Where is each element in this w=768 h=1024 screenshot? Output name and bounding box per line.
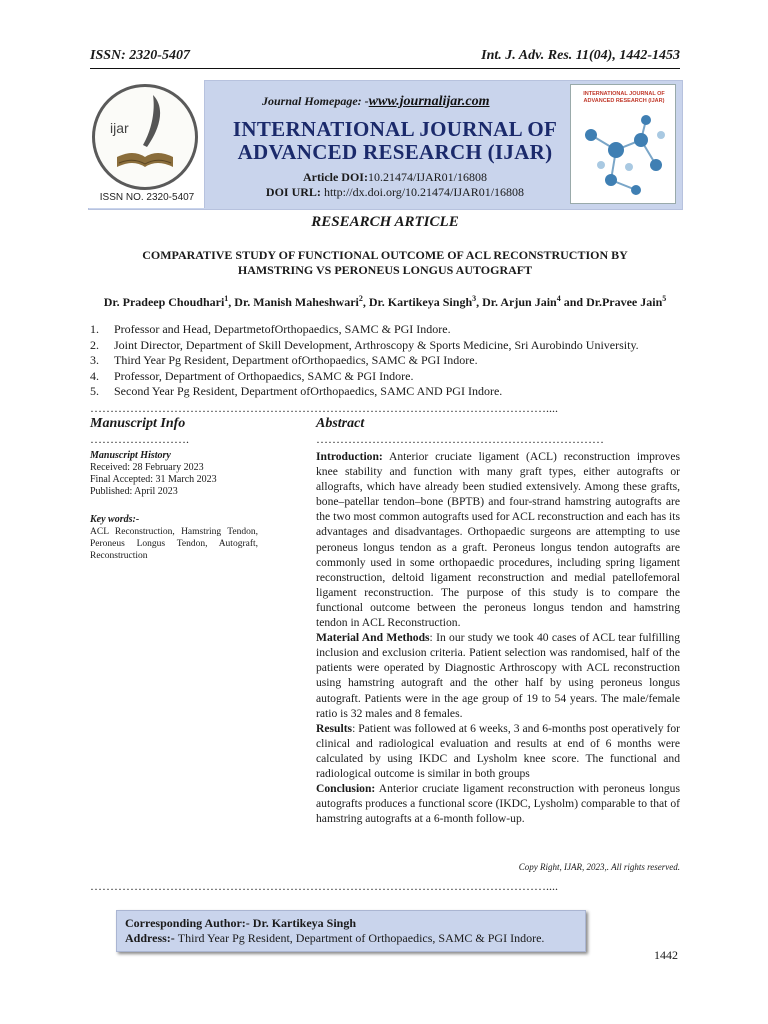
affiliation-number: 2. [90, 337, 99, 352]
logo-text: ijar [110, 120, 129, 136]
author-affiliation-index: 2 [358, 294, 363, 303]
author-name: Dr. Kartikeya Singh [368, 295, 473, 309]
journal-title [220, 118, 570, 164]
paper-title-line1: COMPARATIVE STUDY OF FUNCTIONAL OUTCOME OF ACL RECONSTRUCTION BY [142, 248, 628, 262]
manuscript-history [90, 450, 258, 498]
paper-title-line2: HAMSTRING VS PERONEUS LONGUS AUTOGRAFT [237, 263, 533, 277]
manuscript-divider: ……………………. [90, 432, 189, 446]
paper-title [110, 248, 660, 278]
corr-label: Corresponding Author:- [125, 916, 253, 930]
affiliation-list [90, 322, 690, 400]
copyright-notice: Copy Right, IJAR, 2023,. All rights reserved. [518, 862, 680, 872]
history-label: Manuscript History [90, 450, 171, 461]
abstract-conclusion [316, 781, 680, 826]
affiliation-number: 5. [90, 384, 99, 398]
author-affiliation-index: 4 [556, 294, 561, 303]
molecule-icon [571, 85, 676, 204]
abstract-introduction [316, 449, 680, 630]
journal-title-line1: INTERNATIONAL JOURNAL OF [232, 117, 558, 141]
page-number: 1442 [654, 948, 678, 962]
author-list [90, 292, 680, 309]
keywords-label: Key words:- [90, 514, 140, 525]
methods-text: : In our study we took 40 cases of ACL tear fulfilling inclusion and exclusion criteria. Patient selection was randomised, half of the patients were operated by Diagnostic Arthroscopy with ACL reconstruction using hamstring autograft and the other half by using peroneus longus autograft. Patients were in the age group of 19 to 54 years. The male/female ratio is 32 males and 8 females. [316, 631, 680, 720]
article-type: RESEARCH ARTICLE [311, 214, 459, 230]
affiliation-text: Second Year Pg Resident, Department ofOrthopaedics, SAMC AND PGI Indore. [114, 384, 503, 398]
divider-bottom: …………………………………………………………………………………………………….... [90, 880, 558, 892]
author-affiliation-index: 3 [472, 294, 477, 303]
author-name: Dr. Arjun Jain [482, 295, 557, 309]
quill-book-icon [95, 87, 195, 187]
author-affiliation-index: 1 [224, 294, 229, 303]
cover-title: INTERNATIONAL JOURNAL OF ADVANCED RESEARCH (IJAR) [583, 91, 665, 104]
corr-name: Dr. Kartikeya Singh [252, 916, 357, 930]
journal-homepage [262, 94, 490, 110]
accepted-date: Final Accepted: 31 March 2023 [90, 474, 217, 485]
doi-url-label: DOI URL: [265, 185, 321, 199]
affiliation-item [90, 353, 690, 369]
homepage-link[interactable]: www.journalijar.com [368, 94, 490, 109]
affiliation-number: 4. [90, 368, 99, 383]
conclusion-label: Conclusion: [316, 782, 376, 796]
issn-label: ISSN: 2320-5407 [90, 48, 190, 63]
affiliation-text: Joint Director, Department of Skill Development, Arthroscopy & Sports Medicine, Sri Aurobindo University. [114, 337, 639, 352]
abstract-header [316, 416, 680, 446]
address-label: Address:- [125, 931, 178, 945]
affiliation-item [90, 322, 690, 338]
received-date: Received: 28 February 2023 [90, 462, 204, 473]
abstract-body [316, 449, 680, 826]
running-header [90, 48, 680, 69]
methods-label: Material And Methods [316, 631, 430, 645]
doi-block [220, 170, 570, 200]
logo-issn: ISSN NO. 2320-5407 [99, 192, 195, 203]
corresponding-author-box [116, 910, 586, 952]
keywords-text: ACL Reconstruction, Hamstring Tendon, Peroneus Longus Tendon, Autograft, Reconstruction [90, 527, 258, 561]
manuscript-info [90, 416, 258, 562]
affiliation-item [90, 384, 690, 400]
doi-url-link[interactable]: http://dx.doi.org/10.21474/IJAR01/16808 [323, 185, 525, 199]
affiliation-text: Professor and Head, DepartmetofOrthopaedics, SAMC & PGI Indore. [114, 322, 451, 336]
citation-label: Int. J. Adv. Res. 11(04), 1442-1453 [481, 48, 680, 63]
doi-value: 10.21474/IJAR01/16808 [367, 170, 487, 184]
affiliation-text: Professor, Department of Orthopaedics, SAMC & PGI Indore. [114, 368, 414, 383]
affiliation-item [90, 338, 690, 354]
results-label: Results [316, 721, 353, 735]
intro-text: Anterior cruciate ligament (ACL) reconstruction improves knee stability and function with many graft types, either autografts or allografts, which have already been studied extensively. Among these grafts, bone–patellar tendon–bone (BPTB) and four-strand hamstring autografts are the two most common autografts used for ACL reconstruction and each has its advantages and disadvantages. Orthopaedic surgeons are attempting to use peroneus longus tendon as a graft. Peroneus longus tendon autografts are commonly used in some orthopaedic procedures, including spring ligament reconstruction, deltoid ligament reconstruction and medial patellofemoral ligament reconstruction. The purpose of this study is to compare the functional outcome between the peroneus longus tendon and hamstring tendon in ACL Reconstruction. [316, 450, 680, 630]
intro-label: Introduction: [316, 450, 383, 463]
affiliation-number: 1. [90, 322, 99, 336]
author-separator: , [228, 295, 235, 309]
author-name: Dr.Pravee Jain [586, 295, 663, 309]
journal-cover-image [570, 84, 676, 204]
doi-label: Article DOI: [303, 170, 368, 184]
address-text: Third Year Pg Resident, Department of Orthopaedics, SAMC & PGI Indore. [177, 931, 545, 945]
author-name: Dr. Manish Maheshwari [234, 295, 359, 309]
author-name: Dr. Pradeep Choudhari [103, 295, 225, 309]
author-separator: , [362, 295, 369, 309]
conclusion-text: Anterior cruciate ligament reconstruction with peroneus longus autografts produces a functional score (IKDC, Lysholm) comparable to that of hamstring autografts at a 6-month follow-up. [316, 782, 680, 826]
author-separator: and [560, 295, 587, 309]
keywords-section [90, 514, 258, 562]
divider-top: …………………………………………………………………………………………………….... [90, 402, 558, 414]
abstract-methods [316, 630, 680, 721]
author-affiliation-index: 5 [662, 294, 667, 303]
abstract-divider: ……………………………………………………………… [316, 432, 604, 446]
homepage-label: Journal Homepage: - [262, 94, 369, 108]
affiliation-item [90, 369, 690, 385]
journal-title-line2: ADVANCED RESEARCH (IJAR) [237, 140, 553, 164]
author-separator: , [476, 295, 483, 309]
affiliation-text: Third Year Pg Resident, Department ofOrthopaedics, SAMC & PGI Indore. [114, 353, 478, 367]
published-date: Published: April 2023 [90, 486, 178, 497]
manuscript-info-heading: Manuscript Info [90, 416, 186, 431]
abstract-heading: Abstract [316, 416, 365, 431]
journal-logo [92, 84, 198, 190]
results-text: : Patient was followed at 6 weeks, 3 and 6-months post operatively for clinical and radiological evaluation and results at end of 6 months were calculated by using IKDC and Lysholm knee score. The functional and radiological outcome is similar in both groups [316, 721, 680, 780]
abstract-results [316, 721, 680, 781]
affiliation-number: 3. [90, 353, 99, 367]
